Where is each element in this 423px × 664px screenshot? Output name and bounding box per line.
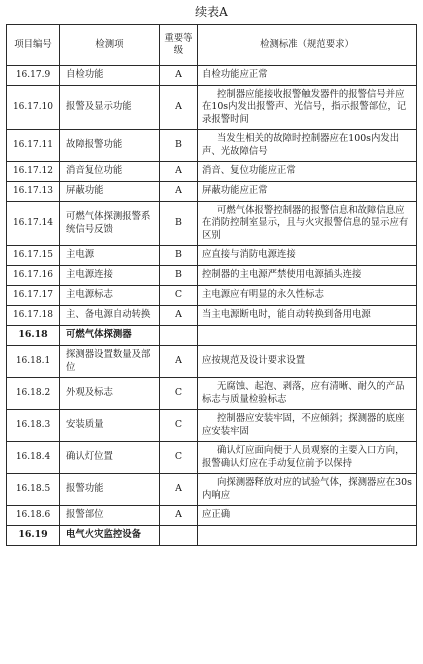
- cell-standard: 控制器的主电源严禁使用电源插头连接: [198, 266, 417, 286]
- table-row: [7, 346, 417, 378]
- cell-item: 电气火灾监控设备: [60, 526, 160, 546]
- cell-item: 报警及显示功能: [60, 86, 160, 130]
- table-row: [7, 474, 417, 506]
- cell-standard: 无腐蚀、起泡、剥落，应有清晰、耐久的产品标志与质量检验标志: [198, 378, 417, 410]
- inspection-table: [6, 24, 417, 546]
- cell-level: C: [160, 410, 198, 442]
- cell-id: 16.17.10: [7, 86, 60, 130]
- section-row: [7, 326, 417, 346]
- cell-standard: 控制器应能接收报警触发器件的报警信号并应在10s内发出报警声、光信号，指示报警部位，记录报警时间: [198, 86, 417, 130]
- header-id: 项目编号: [7, 25, 60, 66]
- table-caption: 续表A: [195, 5, 228, 19]
- cell-standard: 控制器应安装牢固，不应倾斜；探测器的底座应安装牢固: [198, 410, 417, 442]
- cell-item: 故障报警功能: [60, 130, 160, 162]
- cell-id: 16.17.13: [7, 182, 60, 202]
- cell-id: 16.18.5: [7, 474, 60, 506]
- cell-standard: 应按规范及设计要求设置: [198, 346, 417, 378]
- cell-item: 报警部位: [60, 506, 160, 526]
- cell-level: A: [160, 506, 198, 526]
- cell-level: A: [160, 306, 198, 326]
- cell-id: 16.18.3: [7, 410, 60, 442]
- cell-item: 自检功能: [60, 66, 160, 86]
- cell-id: 16.18: [7, 326, 60, 346]
- table-row: [7, 162, 417, 182]
- cell-id: 16.17.9: [7, 66, 60, 86]
- cell-item: 报警功能: [60, 474, 160, 506]
- cell-level: A: [160, 346, 198, 378]
- cell-id: 16.17.11: [7, 130, 60, 162]
- table-row: [7, 130, 417, 162]
- cell-item: 确认灯位置: [60, 442, 160, 474]
- header-level: 重要等级: [160, 25, 198, 66]
- cell-id: 16.18.6: [7, 506, 60, 526]
- cell-standard: 主电源应有明显的永久性标志: [198, 286, 417, 306]
- table-row: [7, 410, 417, 442]
- cell-standard: 可燃气体报警控制器的报警信息和故障信息应在消防控制室显示，且与火灾报警信息的显示应有区别: [198, 202, 417, 246]
- cell-item: 主电源标志: [60, 286, 160, 306]
- cell-id: 16.19: [7, 526, 60, 546]
- cell-item: 探测器设置数量及部位: [60, 346, 160, 378]
- cell-level: C: [160, 286, 198, 306]
- table-row: [7, 66, 417, 86]
- cell-id: 16.17.18: [7, 306, 60, 326]
- cell-standard: [198, 526, 417, 546]
- cell-id: 16.18.1: [7, 346, 60, 378]
- cell-id: 16.18.4: [7, 442, 60, 474]
- cell-standard: 消音、复位功能应正常: [198, 162, 417, 182]
- cell-standard: 当发生相关的故障时控制器应在100s内发出声、光故障信号: [198, 130, 417, 162]
- table-row: [7, 442, 417, 474]
- section-row: [7, 526, 417, 546]
- cell-id: 16.17.17: [7, 286, 60, 306]
- cell-standard: 应直接与消防电源连接: [198, 246, 417, 266]
- cell-id: 16.17.12: [7, 162, 60, 182]
- table-row: [7, 286, 417, 306]
- cell-standard: 屏蔽功能应正常: [198, 182, 417, 202]
- cell-item: 外观及标志: [60, 378, 160, 410]
- header-standard: 检测标准（规范要求）: [198, 25, 417, 66]
- cell-id: 16.18.2: [7, 378, 60, 410]
- cell-item: 消音复位功能: [60, 162, 160, 182]
- cell-level: B: [160, 202, 198, 246]
- cell-standard: 向探测器释放对应的试验气体，探测器应在30s内响应: [198, 474, 417, 506]
- cell-item: 主电源连接: [60, 266, 160, 286]
- cell-item: 主电源: [60, 246, 160, 266]
- cell-level: A: [160, 66, 198, 86]
- cell-standard: [198, 326, 417, 346]
- cell-standard: 确认灯应面向便于人员观察的主要入口方向，报警确认灯应在手动复位前予以保持: [198, 442, 417, 474]
- table-row: [7, 506, 417, 526]
- cell-level: A: [160, 474, 198, 506]
- cell-level: [160, 326, 198, 346]
- table-row: [7, 378, 417, 410]
- cell-item: 可燃气体探测报警系统信号反馈: [60, 202, 160, 246]
- cell-id: 16.17.14: [7, 202, 60, 246]
- table-header-row: [7, 25, 417, 66]
- table-row: [7, 246, 417, 266]
- table-row: [7, 306, 417, 326]
- cell-level: A: [160, 162, 198, 182]
- header-item: 检测项: [60, 25, 160, 66]
- table-row: [7, 86, 417, 130]
- cell-level: C: [160, 378, 198, 410]
- cell-level: A: [160, 182, 198, 202]
- cell-item: 安装质量: [60, 410, 160, 442]
- cell-level: B: [160, 246, 198, 266]
- cell-level: [160, 526, 198, 546]
- cell-item: 主、备电源自动转换: [60, 306, 160, 326]
- table-row: [7, 266, 417, 286]
- table-row: [7, 182, 417, 202]
- cell-id: 16.17.16: [7, 266, 60, 286]
- cell-standard: 应正确: [198, 506, 417, 526]
- cell-item: 可燃气体探测器: [60, 326, 160, 346]
- cell-item: 屏蔽功能: [60, 182, 160, 202]
- cell-level: A: [160, 86, 198, 130]
- cell-id: 16.17.15: [7, 246, 60, 266]
- table-row: [7, 202, 417, 246]
- cell-standard: 当主电源断电时，能自动转换到备用电源: [198, 306, 417, 326]
- cell-level: C: [160, 442, 198, 474]
- cell-level: B: [160, 130, 198, 162]
- cell-standard: 自检功能应正常: [198, 66, 417, 86]
- cell-level: B: [160, 266, 198, 286]
